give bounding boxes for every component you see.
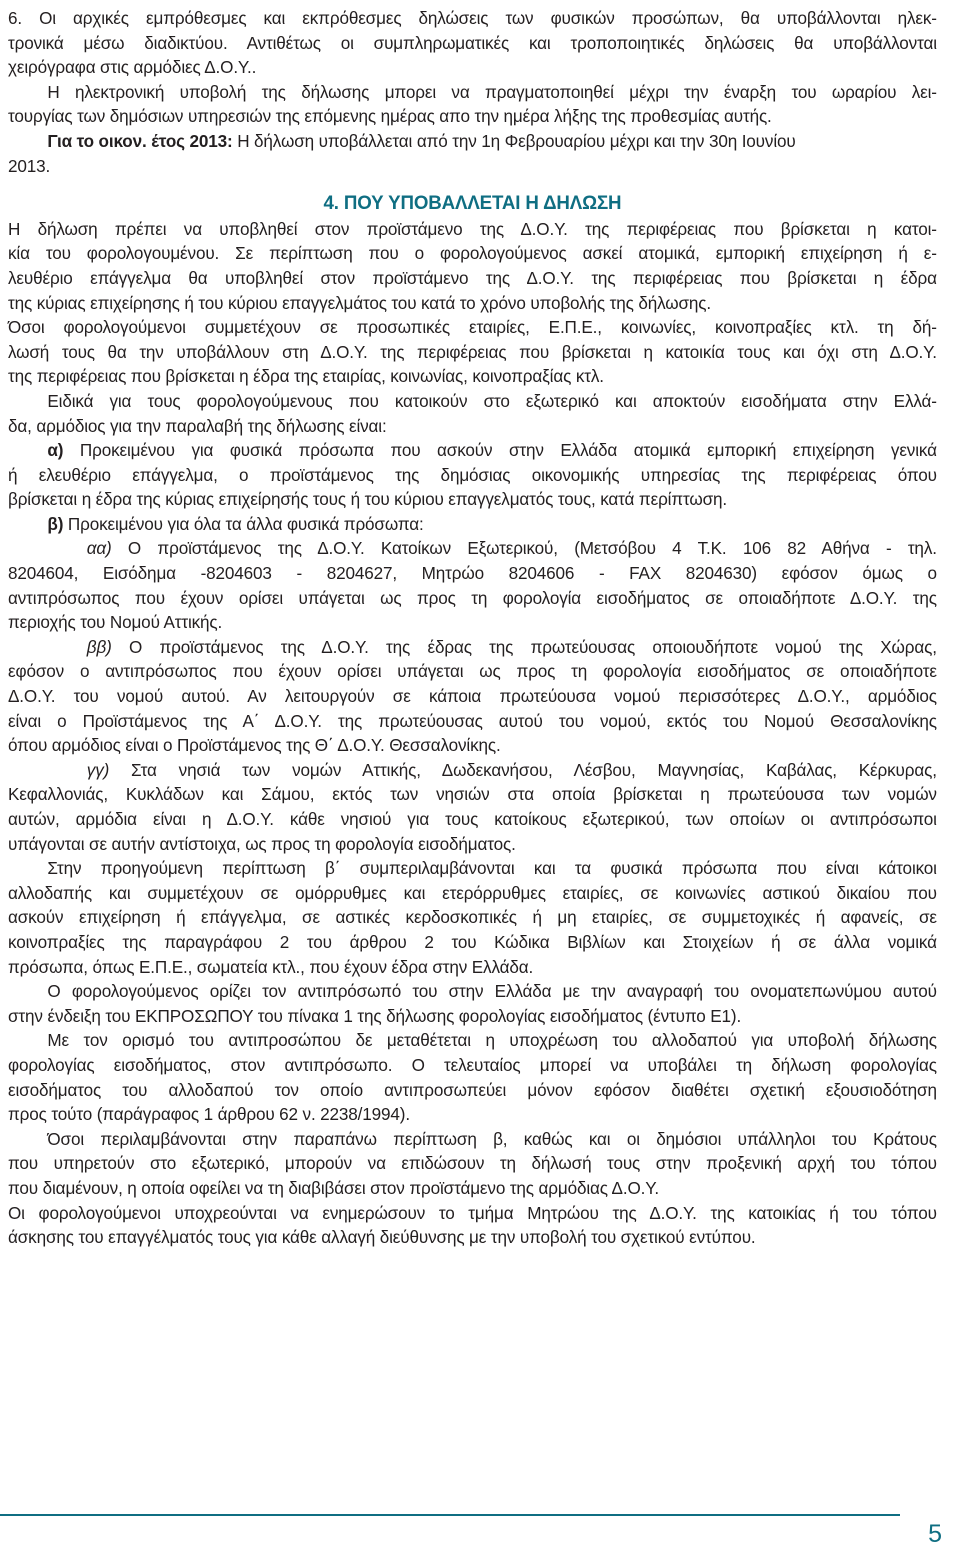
footer-rule (0, 1514, 900, 1516)
item-bb-text: Ο προϊστάμενος της Δ.Ο.Υ. της έδρας της πρωτεύουσας οποιουδήποτε νομού της Χώρας, (111, 636, 937, 657)
text-line: είναι ο Προϊστάμενος της Α΄ Δ.Ο.Υ. της πρωτεύουσας αυτού του νομού, εκτός του Νομού Θεσσαλονίκης (8, 710, 937, 731)
text-line: τρονικά μέσω διαδικτύου. Αντιθέτως οι συμπληρωματικές και τροποποιητικές δηλώσεις θα υποβάλλονται (8, 32, 937, 53)
text-line: που διαμένουν, η οποία οφείλει να τη διαβιβάσει στον προϊστάμενο της αρμόδιας Δ.Ο.Υ. (8, 1177, 659, 1198)
text-line: κία του φορολογουμένου. Σε περίπτωση που ο φορολογούμενος ασκεί ατομικά, εμπορική επιχείρηση ή ε- (8, 243, 937, 264)
text-line: Στην προηγούμενη περίπτωση β΄ συμπεριλαμβάνονται και τα φυσικά πρόσωπα που είναι κάτοικοι (47, 858, 937, 879)
text-line: λευθέριο επάγγελμα θα υποβληθεί στον προϊστάμενο της Δ.Ο.Υ. της περιφέρειας που βρίσκεται η έδρα (8, 267, 937, 288)
item-aa-text: Ο προϊστάμενος της Δ.Ο.Υ. Κατοίκων Εξωτερικού, (Μετσόβου 4 Τ.Κ. 106 82 Αθήνα - τηλ. (111, 538, 937, 559)
text-line (8, 536, 937, 561)
fiscal-year-text: Η δήλωση υποβάλλεται από την 1η Φεβρουαρίου μέχρι και την 30η Ιουνίου (232, 130, 796, 151)
item-marker-aa: αα) (86, 538, 112, 559)
text-line: αυτών, αρμόδια είναι η Δ.Ο.Υ. κάθε νησιού για τους κατοίκους εξωτερικού, των οποίων οι αντιπρόσωποι (8, 809, 937, 829)
text-line: ή ελευθέριο επάγγελμα, ο προϊστάμενος της δημόσιας οικονομικής υπηρεσίας της περιφέρειας όπου (8, 464, 937, 485)
text-line (8, 635, 937, 660)
text-line: προς τούτο (παράγραφος 1 άρθρου 62 ν. 2238/1994). (8, 1104, 410, 1125)
text-line: αλλοδαπής και συμμετέχουν σε ομόρρυθμες και ετερόρρυθμες εταιρίες, σε κοινωνίες αστικού δικαίου που (8, 882, 937, 903)
text-line: λωσή τους θα την υποβάλλουν στη Δ.Ο.Υ. της περιφέρειας που βρίσκεται η κατοικία τους και όχι στη Δ.Ο.Υ. (8, 341, 937, 362)
item-marker-bb: ββ) (86, 636, 112, 657)
text-line: Κεφαλλονιάς, Κυκλάδων και Σάμου, εκτός των νησιών στα οποία βρίσκεται η πρωτεύουσα των νομών (8, 784, 937, 805)
text-line: δα, αρμόδιος για την παραλαβή της δήλωσης είναι: (8, 415, 387, 436)
text-line: φορολογίας εισοδήματος, στον αντιπρόσωπο. Ο τελευταίος μπορεί να υποβάλει τη δήλωση φορολογίας (8, 1054, 937, 1075)
text-line: της κύριας επιχείρησης ή του κύριου επαγγελμάτος του κατά το χρόνο υποβολής της δήλωσης. (8, 292, 712, 313)
text-line: τουργίας των δημόσιων υπηρεσιών της επόμενης ημέρας απο την ημέρα λήξης της προθεσμίας αυτής. (8, 106, 772, 127)
text-line: Οι φορολογούμενοι υποχρεούνται να ενημερώσουν το τμήμα Μητρώου της Δ.Ο.Υ. της κατοικίας ή του τόπου (8, 1202, 937, 1223)
text-line: 8204604, Εισόδημα -8204603 - 8204627, Μητρώο 8204606 - FAX 8204630) εφόσον όμως ο (8, 563, 937, 584)
item-a-text: Προκειμένου για φυσικά πρόσωπα που ασκούν στην Ελλάδα ατομικά εμπορική επιχείρηση γενικά (63, 440, 937, 461)
text-line: ασκούν επιχείρηση ή επάγγελμα, σε αστικές κερδοσκοπικές ή μη εταιρίες, σε συμμετοχικές ή αφανείς, σε (8, 907, 937, 928)
text-line: Δ.Ο.Υ. του νομού αυτού. Αν λειτουργούν σε κάποια πρωτεύουσα νομού περισσότερες Δ.Ο.Υ., αρμόδιος (8, 686, 937, 707)
text-line: Όσοι περιλαμβάνονται στην παραπάνω περίπτωση β, καθώς και οι δημόσιοι υπάλληλοι του Κράτους (47, 1128, 937, 1149)
text-line: στην ένδειξη του ΕΚΠΡΟΣΩΠΟΥ του πίνακα 1 της δήλωσης φορολογίας εισοδήματος (έντυπο Ε1). (8, 1005, 742, 1026)
text-line: Ειδικά για τους φορολογούμενους που κατοικούν στο εξωτερικό και αποκτούν εισοδήματα στην Ελλά- (47, 390, 937, 411)
text-line: χειρόγραφα στις αρμόδιες Δ.Ο.Υ.. (8, 57, 257, 78)
item-marker-a: α) (47, 440, 64, 461)
text-line (8, 512, 937, 537)
text-line (8, 758, 937, 783)
text-line: Όσοι φορολογούμενοι συμμετέχουν σε προσωπικές εταιρίες, Ε.Π.Ε., κοινωνίες, κοινοπραξίες κτλ. τη δή- (8, 317, 937, 338)
page-number: 5 (928, 1520, 942, 1548)
text-line: Ο φορολογούμενος ορίζει τον αντιπρόσωπό του στην Ελλάδα με την αναγραφή του ονοματεπωνύμου αυτού (47, 981, 937, 1002)
text-line: όπου αρμόδιος είναι ο Προϊστάμενος της Θ΄ Δ.Ο.Υ. Θεσσαλονίκης. (8, 735, 501, 756)
text-line: 2013. (8, 155, 51, 176)
text-line (8, 129, 937, 154)
text-line: Η δήλωση πρέπει να υποβληθεί στον προϊστάμενο της Δ.Ο.Υ. της περιφέρειας που βρίσκεται η κατοι- (8, 218, 937, 239)
text-line: 6. Οι αρχικές εμπρόθεσμες και εκπρόθεσμες δηλώσεις των φυσικών προσώπων, θα υποβάλλονται ηλεκ- (8, 8, 937, 28)
text-line: της περιφέρειας που βρίσκεται η έδρα της εταιρίας, κοινωνίας, κοινοπραξίας κτλ. (8, 366, 604, 387)
text-line: εισοδήματος του αλλοδαπού τον οποίο αντιπροσωπεύει μόνον εφόσον διαθέτει σχετική εξουσιοδότηση (8, 1079, 937, 1100)
item-gg-text: Στα νησιά των νομών Αττικής, Δωδεκανήσου, Λέσβου, Μαγνησίας, Καβάλας, Κέρκυρας, (109, 759, 937, 780)
text-line: υπάγονται σε αυτήν αντίστοιχα, ως προς τη φορολογία εισοδήματος. (8, 833, 516, 854)
item-marker-gg: γγ) (86, 759, 110, 780)
document-page (8, 6, 937, 1250)
text-line: που υπηρετούν στο εξωτερικό, μπορούν να επιδώσουν τη δήλωσή τους στην προξενική αρχή του τόπου (8, 1153, 937, 1174)
item-marker-b: β) (47, 513, 64, 534)
text-line: αντιπρόσωπος που έχουν ορίσει υπάγεται ως προς τη φορολογία εισοδήματος σε οποιαδήποτε Δ.Ο.Υ. της (8, 587, 937, 608)
text-line: πρόσωπα, όπως Ε.Π.Ε., σωματεία κτλ., που έχουν έδρα στην Ελλάδα. (8, 956, 534, 977)
section-heading: 4. ΠΟΥ ΥΠΟΒΑΛΛΕΤΑΙ Η ΔΗΛΩΣΗ (323, 193, 622, 215)
fiscal-year-label: Για το οικον. έτος 2013: (47, 130, 233, 151)
text-line: εφόσον ο αντιπρόσωπος που έχουν ορίσει υπάγεται ως προς τη φορολογία εισοδήματος σε οποιαδήποτε (8, 661, 937, 682)
text-line: βρίσκεται η έδρα της κύριας επιχείρησής τους ή του κύριου επαγγελματός τους, κατά περίπτωση. (8, 489, 728, 510)
text-line: περιοχής του Νομού Αττικής. (8, 612, 223, 633)
text-line (8, 438, 937, 463)
item-b-text: Προκειμένου για όλα τα άλλα φυσικά πρόσωπα: (63, 513, 424, 534)
text-line: Η ηλεκτρονική υποβολή της δήλωσης μπορει να πραγματοποιηθεί μέχρι την έναρξη του ωραρίου λει- (47, 81, 937, 102)
text-line: Με τον ορισμό του αντιπροσώπου δε μεταθέτεται η υποχρέωση του αλλοδαπού για υποβολή δήλωσης (47, 1030, 937, 1051)
text-line: άσκησης του επαγγέλματός τους για κάθε αλλαγή διεύθυνσης με την υποβολή του σχετικού εντύπου. (8, 1227, 756, 1248)
text-line: κοινοπραξίες της παραγράφου 2 του άρθρου 2 του Κώδικα Βιβλίων και Στοιχείων ή σε άλλα νομικά (8, 931, 937, 952)
